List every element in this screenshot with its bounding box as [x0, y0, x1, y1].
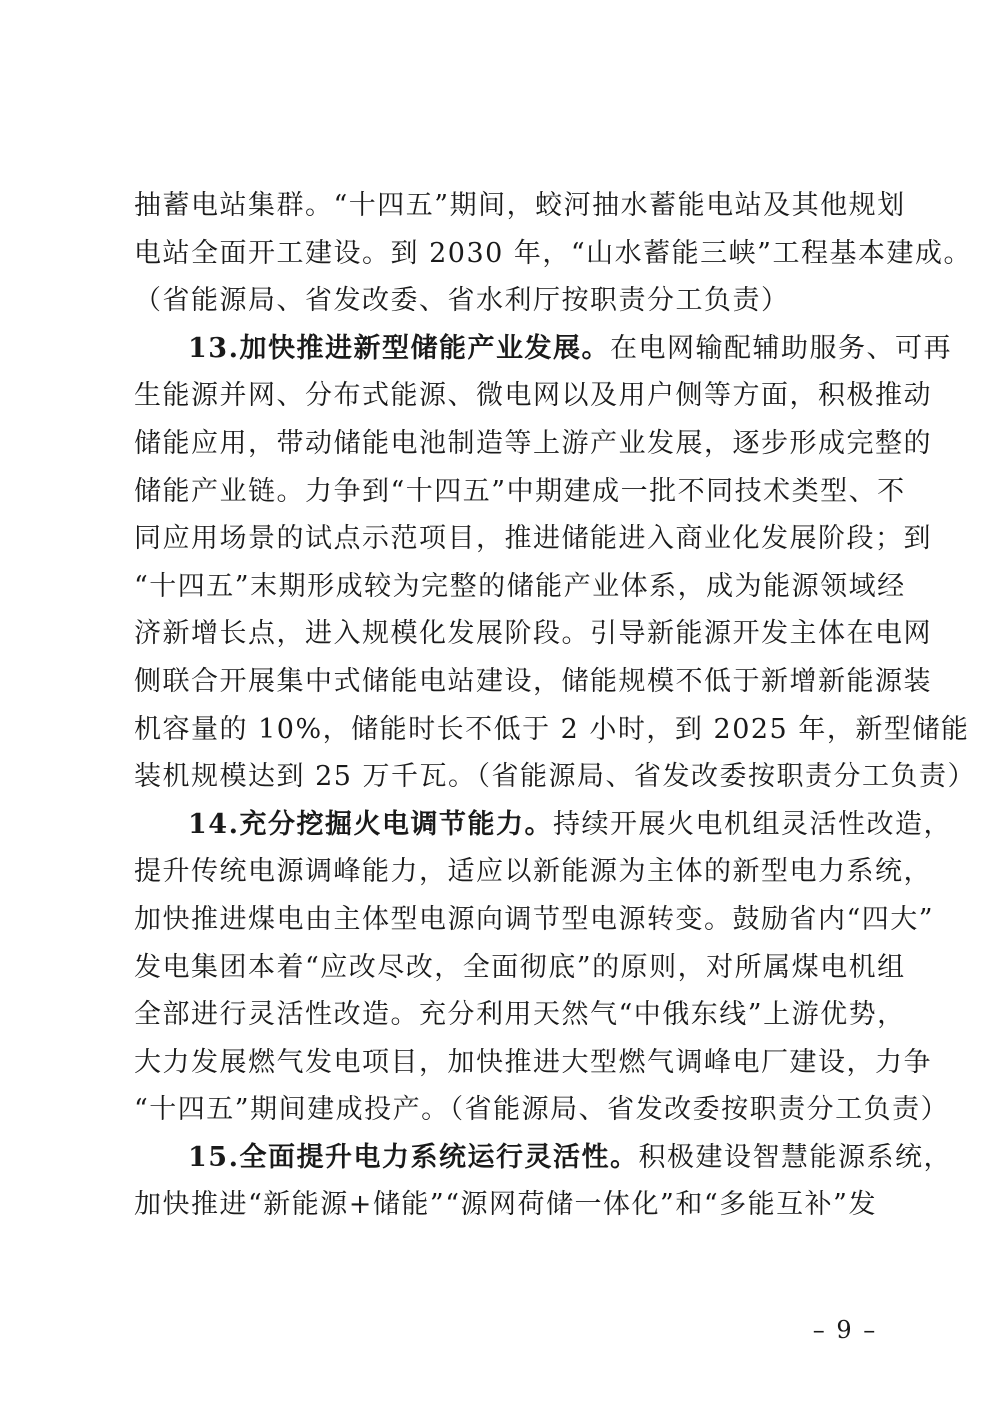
body-text	[134, 182, 977, 1229]
text-line: 发电集团本着“应改尽改，全面彻底”的原则，对所属煤电机组	[134, 951, 906, 983]
text-line: 机容量的 10%，储能时长不低于 2 小时，到 2025 年，新型储能	[134, 713, 970, 745]
text-line: 提升传统电源调峰能力，适应以新能源为主体的新型电力系统，	[134, 856, 932, 888]
text-line: 侧联合开展集中式储能电站建设，储能规模不低于新增新能源装	[134, 665, 932, 697]
text-line: 抽蓄电站集群。“十四五”期间，蛟河抽水蓄能电站及其他规划	[134, 190, 906, 221]
text-line: 装机规模达到 25 万千瓦。（省能源局、省发改委按职责分工负责）	[134, 761, 977, 793]
text-line: 电站全面开工建设。到 2030 年，“山水蓄能三峡”工程基本建成。	[134, 237, 972, 269]
section-heading: 13.加快推进新型储能产业发展。	[188, 332, 610, 364]
text-line: 济新增长点，进入规模化发展阶段。引导新能源开发主体在电网	[134, 618, 932, 650]
text-line: 全部进行灵活性改造。充分利用天然气“中俄东线”上游优势，	[134, 999, 906, 1031]
section-first-line-text: 在电网输配辅助服务、可再	[609, 332, 952, 364]
section-14-paragraph	[134, 801, 952, 1134]
text-line: “十四五”期间建成投产。（省能源局、省发改委按职责分工负责）	[134, 1094, 950, 1126]
section-first-line-text: 持续开展火电机组灵活性改造，	[552, 808, 952, 840]
section-first-line	[134, 801, 952, 849]
section-15-paragraph	[134, 1134, 952, 1229]
section-first-line	[134, 325, 952, 373]
section-13-paragraph	[134, 325, 977, 801]
text-line: 储能应用，带动储能电池制造等上游产业发展，逐步形成完整的	[134, 427, 932, 459]
section-first-line-text: 积极建设智慧能源系统，	[638, 1141, 952, 1173]
text-line: 储能产业链。力争到“十四五”中期建成一批不同技术类型、不	[134, 475, 906, 507]
continuation-paragraph	[134, 182, 972, 325]
section-first-line	[134, 1134, 952, 1182]
text-line: 大力发展燃气发电项目，加快推进大型燃气调峰电厂建设，力争	[134, 1046, 932, 1078]
section-heading: 14.充分挖掘火电调节能力。	[188, 808, 553, 840]
text-line: “十四五”末期形成较为完整的储能产业体系，成为能源领域经	[134, 570, 906, 602]
page-number: – 9 –	[812, 1316, 878, 1344]
text-line: 加快推进煤电由主体型电源向调节型电源转变。鼓励省内“四大”	[134, 903, 935, 935]
text-line: 生能源并网、分布式能源、微电网以及用户侧等方面，积极推动	[134, 380, 932, 412]
text-line: （省能源局、省发改委、省水利厅按职责分工负责）	[134, 285, 790, 317]
text-line: 同应用场景的试点示范项目，推进储能进入商业化发展阶段；到	[134, 523, 932, 555]
section-heading: 15.全面提升电力系统运行灵活性。	[188, 1141, 639, 1173]
text-line: 加快推进“新能源+储能”“源网荷储一体化”和“多能互补”发	[134, 1189, 877, 1221]
